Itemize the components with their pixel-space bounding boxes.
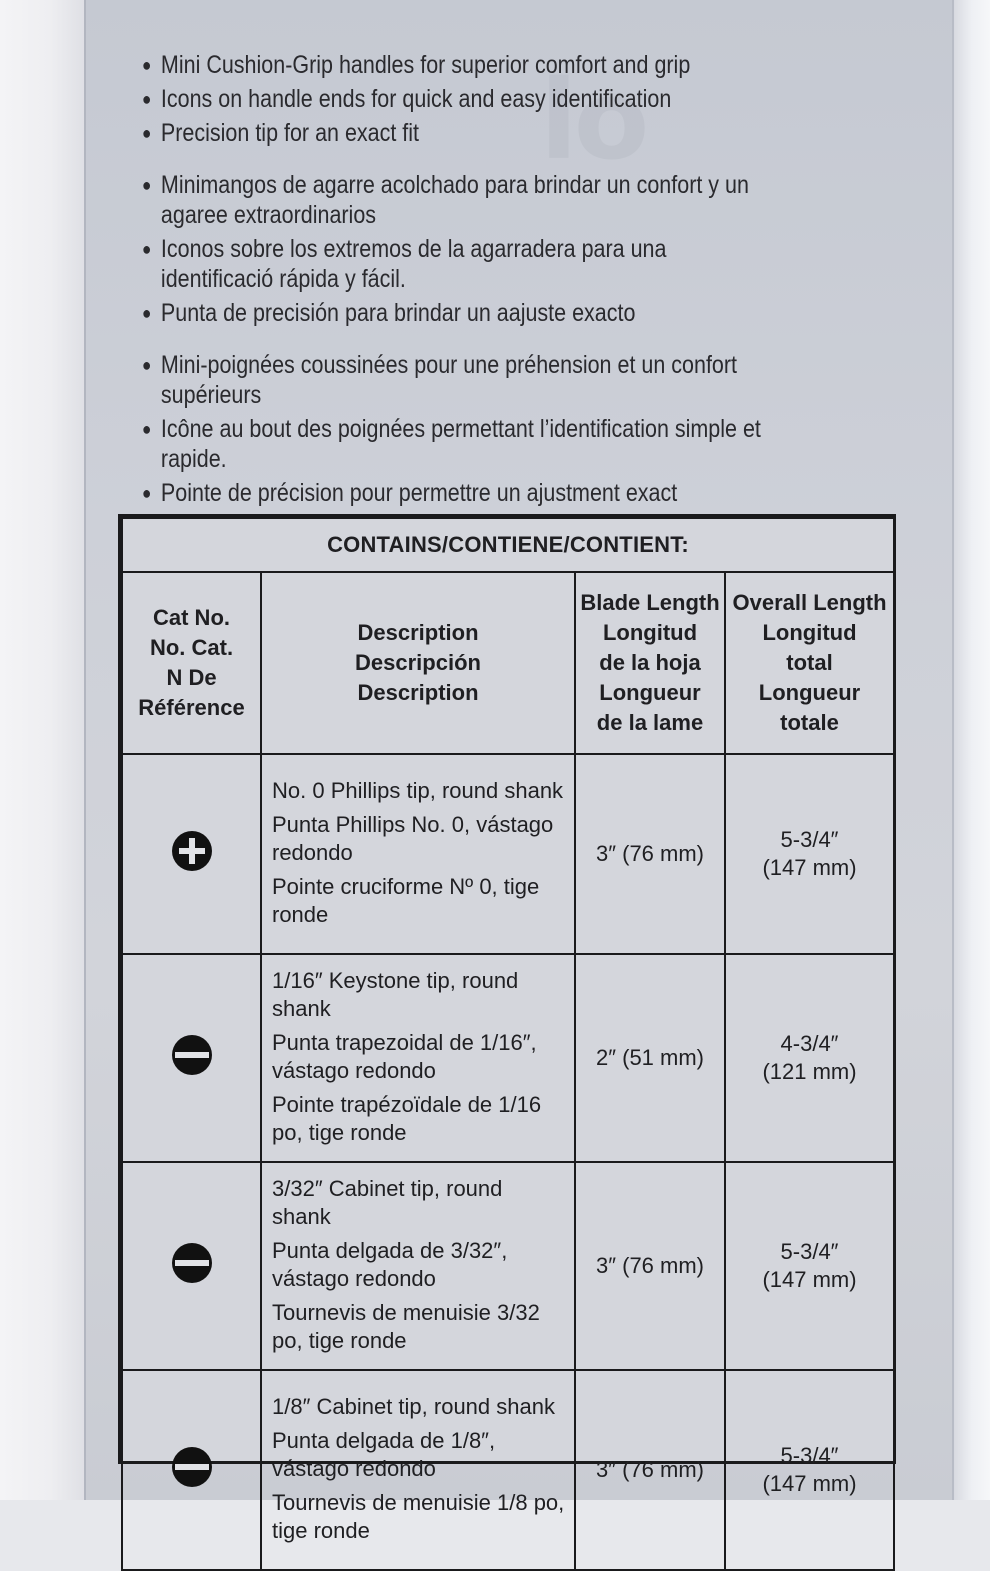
bullet-item: ● Icons on handle ends for quick and easy identification	[142, 85, 672, 113]
header-cat-no: Cat No. No. Cat. N De Référence	[122, 572, 261, 754]
package-left-edge	[0, 0, 84, 1500]
bullet-dot-icon: ●	[142, 175, 152, 195]
overall-length-cell: 4-3/4″ (121 mm)	[725, 954, 894, 1162]
bullet-dot-icon: ●	[142, 123, 152, 143]
bullet-item: ● Icône au bout des poignées permettant l’identification simple et rapide.	[142, 415, 761, 473]
cat-icon-cell	[122, 754, 261, 954]
table-row	[122, 1370, 894, 1570]
cat-icon-cell	[122, 1370, 261, 1570]
overall-length-cell: 5-3/4″ (147 mm)	[725, 754, 894, 954]
blade-length-cell: 2″ (51 mm)	[575, 954, 725, 1162]
table-title: CONTAINS/CONTIENE/CONTIENT:	[122, 518, 894, 572]
slotted-tip-icon	[171, 1446, 213, 1488]
description-cell: No. 0 Phillips tip, round shank Punta Phillips No. 0, vástago redondo Pointe cruciforme Nº 0, tige ronde	[261, 754, 575, 954]
description-cell: 3/32″ Cabinet tip, round shank Punta delgada de 3/32″, vástago redondo Tournevis de menuisie 3/32 po, tige ronde	[261, 1162, 575, 1370]
bullet-dot-icon: ●	[142, 355, 152, 375]
bullets-french	[142, 350, 778, 508]
blade-length-cell: 3″ (76 mm)	[575, 1162, 725, 1370]
bullets-spanish	[142, 170, 778, 328]
bullet-item: ● Precision tip for an exact fit	[142, 119, 420, 147]
bullet-item: ● Pointe de précision pour permettre un ajustment exact	[142, 479, 678, 507]
bullet-item: ● Punta de precisión para brindar un aajuste exacto	[142, 299, 636, 327]
cat-icon-cell	[122, 1162, 261, 1370]
bullet-item: ● Iconos sobre los extremos de la agarradera para una identificació rápida y fácil.	[142, 235, 667, 293]
table-row	[122, 754, 894, 954]
overall-length-cell: 5-3/4″ (147 mm)	[725, 1370, 894, 1570]
header-blade-length: Blade Length Longitud de la hoja Longueur de la lame	[575, 572, 725, 754]
table-row	[122, 1162, 894, 1370]
header-overall-length: Overall Length Longitud total Longueur totale	[725, 572, 894, 754]
blade-length-cell: 3″ (76 mm)	[575, 1370, 725, 1570]
description-cell: 1/16″ Keystone tip, round shank Punta trapezoidal de 1/16″, vástago redondo Pointe trapézoïdale de 1/16 po, tige ronde	[261, 954, 575, 1162]
slotted-tip-icon	[171, 1242, 213, 1284]
slotted-tip-icon	[171, 1034, 213, 1076]
cat-icon-cell	[122, 954, 261, 1162]
feature-bullets	[142, 50, 778, 530]
package-right-edge	[950, 0, 990, 1500]
bullet-dot-icon: ●	[142, 303, 152, 323]
header-description: Description Descripción Description	[261, 572, 575, 754]
bullet-dot-icon: ●	[142, 55, 152, 75]
bullet-item: ● Mini-poignées coussinées pour une préhension et un confort supérieurs	[142, 351, 738, 409]
bullets-english	[142, 50, 778, 148]
blade-length-cell: 3″ (76 mm)	[575, 754, 725, 954]
table-row	[122, 954, 894, 1162]
overall-length-cell: 5-3/4″ (147 mm)	[725, 1162, 894, 1370]
phillips-tip-icon	[171, 830, 213, 872]
bullet-dot-icon: ●	[142, 239, 152, 259]
bullet-item: ● Minimangos de agarre acolchado para brindar un confort y un agaree extraordinarios	[142, 171, 749, 229]
bullet-item: ● Mini Cushion-Grip handles for superior comfort and grip	[142, 51, 691, 79]
bullet-dot-icon: ●	[142, 89, 152, 109]
description-cell: 1/8″ Cabinet tip, round shank Punta delgada de 1/8″, vástago redondo Tournevis de menuisie 1/8 po, tige ronde	[261, 1370, 575, 1570]
faded-logo-graphic: lo	[540, 70, 646, 170]
bullet-dot-icon: ●	[142, 419, 152, 439]
contents-table	[118, 514, 896, 1543]
bullet-dot-icon: ●	[142, 483, 152, 503]
